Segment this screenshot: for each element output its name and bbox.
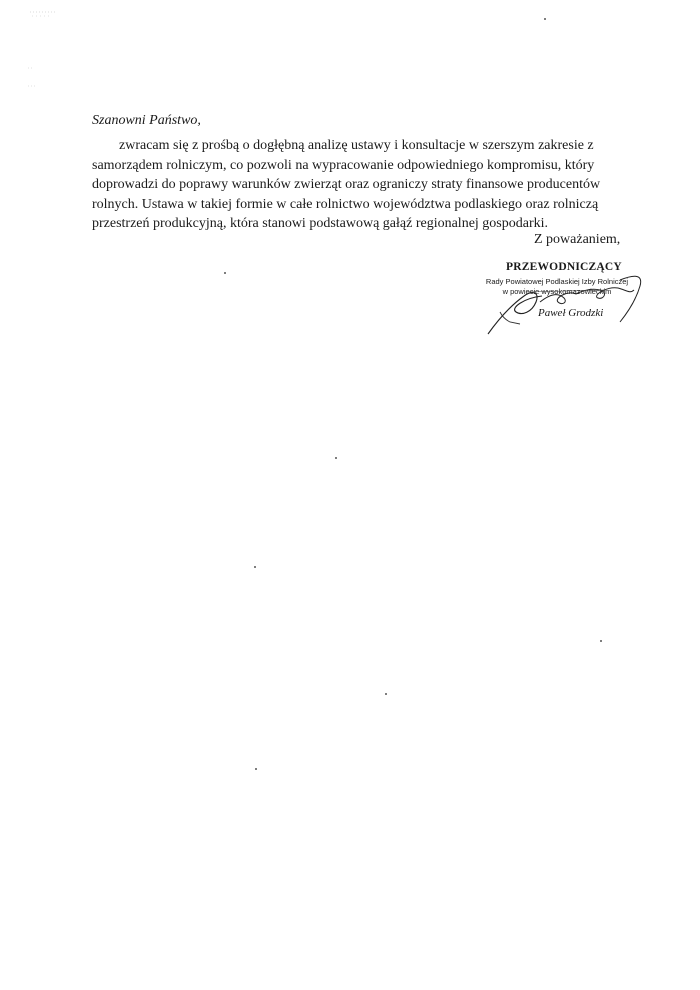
paragraph-line: rolnych. Ustawa w takiej formie w całe rolnictwo województwa podlaskiego oraz rolniczą — [92, 196, 599, 212]
signatory-title: PRZEWODNICZĄCY — [506, 261, 622, 273]
letter-salutation: Szanowni Państwo, — [92, 113, 201, 128]
scan-speck — [544, 18, 546, 20]
scan-speck — [255, 768, 257, 770]
letter-paragraph — [92, 136, 610, 234]
handwritten-signature — [480, 272, 650, 338]
letter-closing: Z poważaniem, — [534, 232, 621, 247]
scan-speck — [600, 640, 602, 642]
paragraph-line: samorządem rolniczym, co pozwoli na wypracowanie odpowiedniego kompromisu, który — [92, 157, 595, 173]
paragraph-line: zwracam się z prośbą o dogłębną analizę ustawy i konsultacje w szerszym zakresie z — [119, 138, 594, 153]
scan-speck — [335, 457, 337, 459]
scan-speck — [385, 693, 387, 695]
paragraph-line: przestrzeń produkcyjną, która stanowi podstawową gałąź regionalnej gospodarki. — [92, 216, 549, 232]
org-line: Rady Powiatowej Podlaskiej Izby Rolniczej — [485, 277, 629, 286]
signatory-name: Paweł Grodzki — [538, 307, 604, 319]
scan-speck — [254, 566, 256, 568]
scan-speck — [224, 272, 226, 274]
scan-artifact — [28, 8, 58, 98]
org-line: w powiecie wysokomazowieckim — [502, 286, 612, 296]
paragraph-line: doprowadzi do poprawy warunków zwierząt oraz ograniczy straty finansowe producentów — [92, 177, 601, 193]
